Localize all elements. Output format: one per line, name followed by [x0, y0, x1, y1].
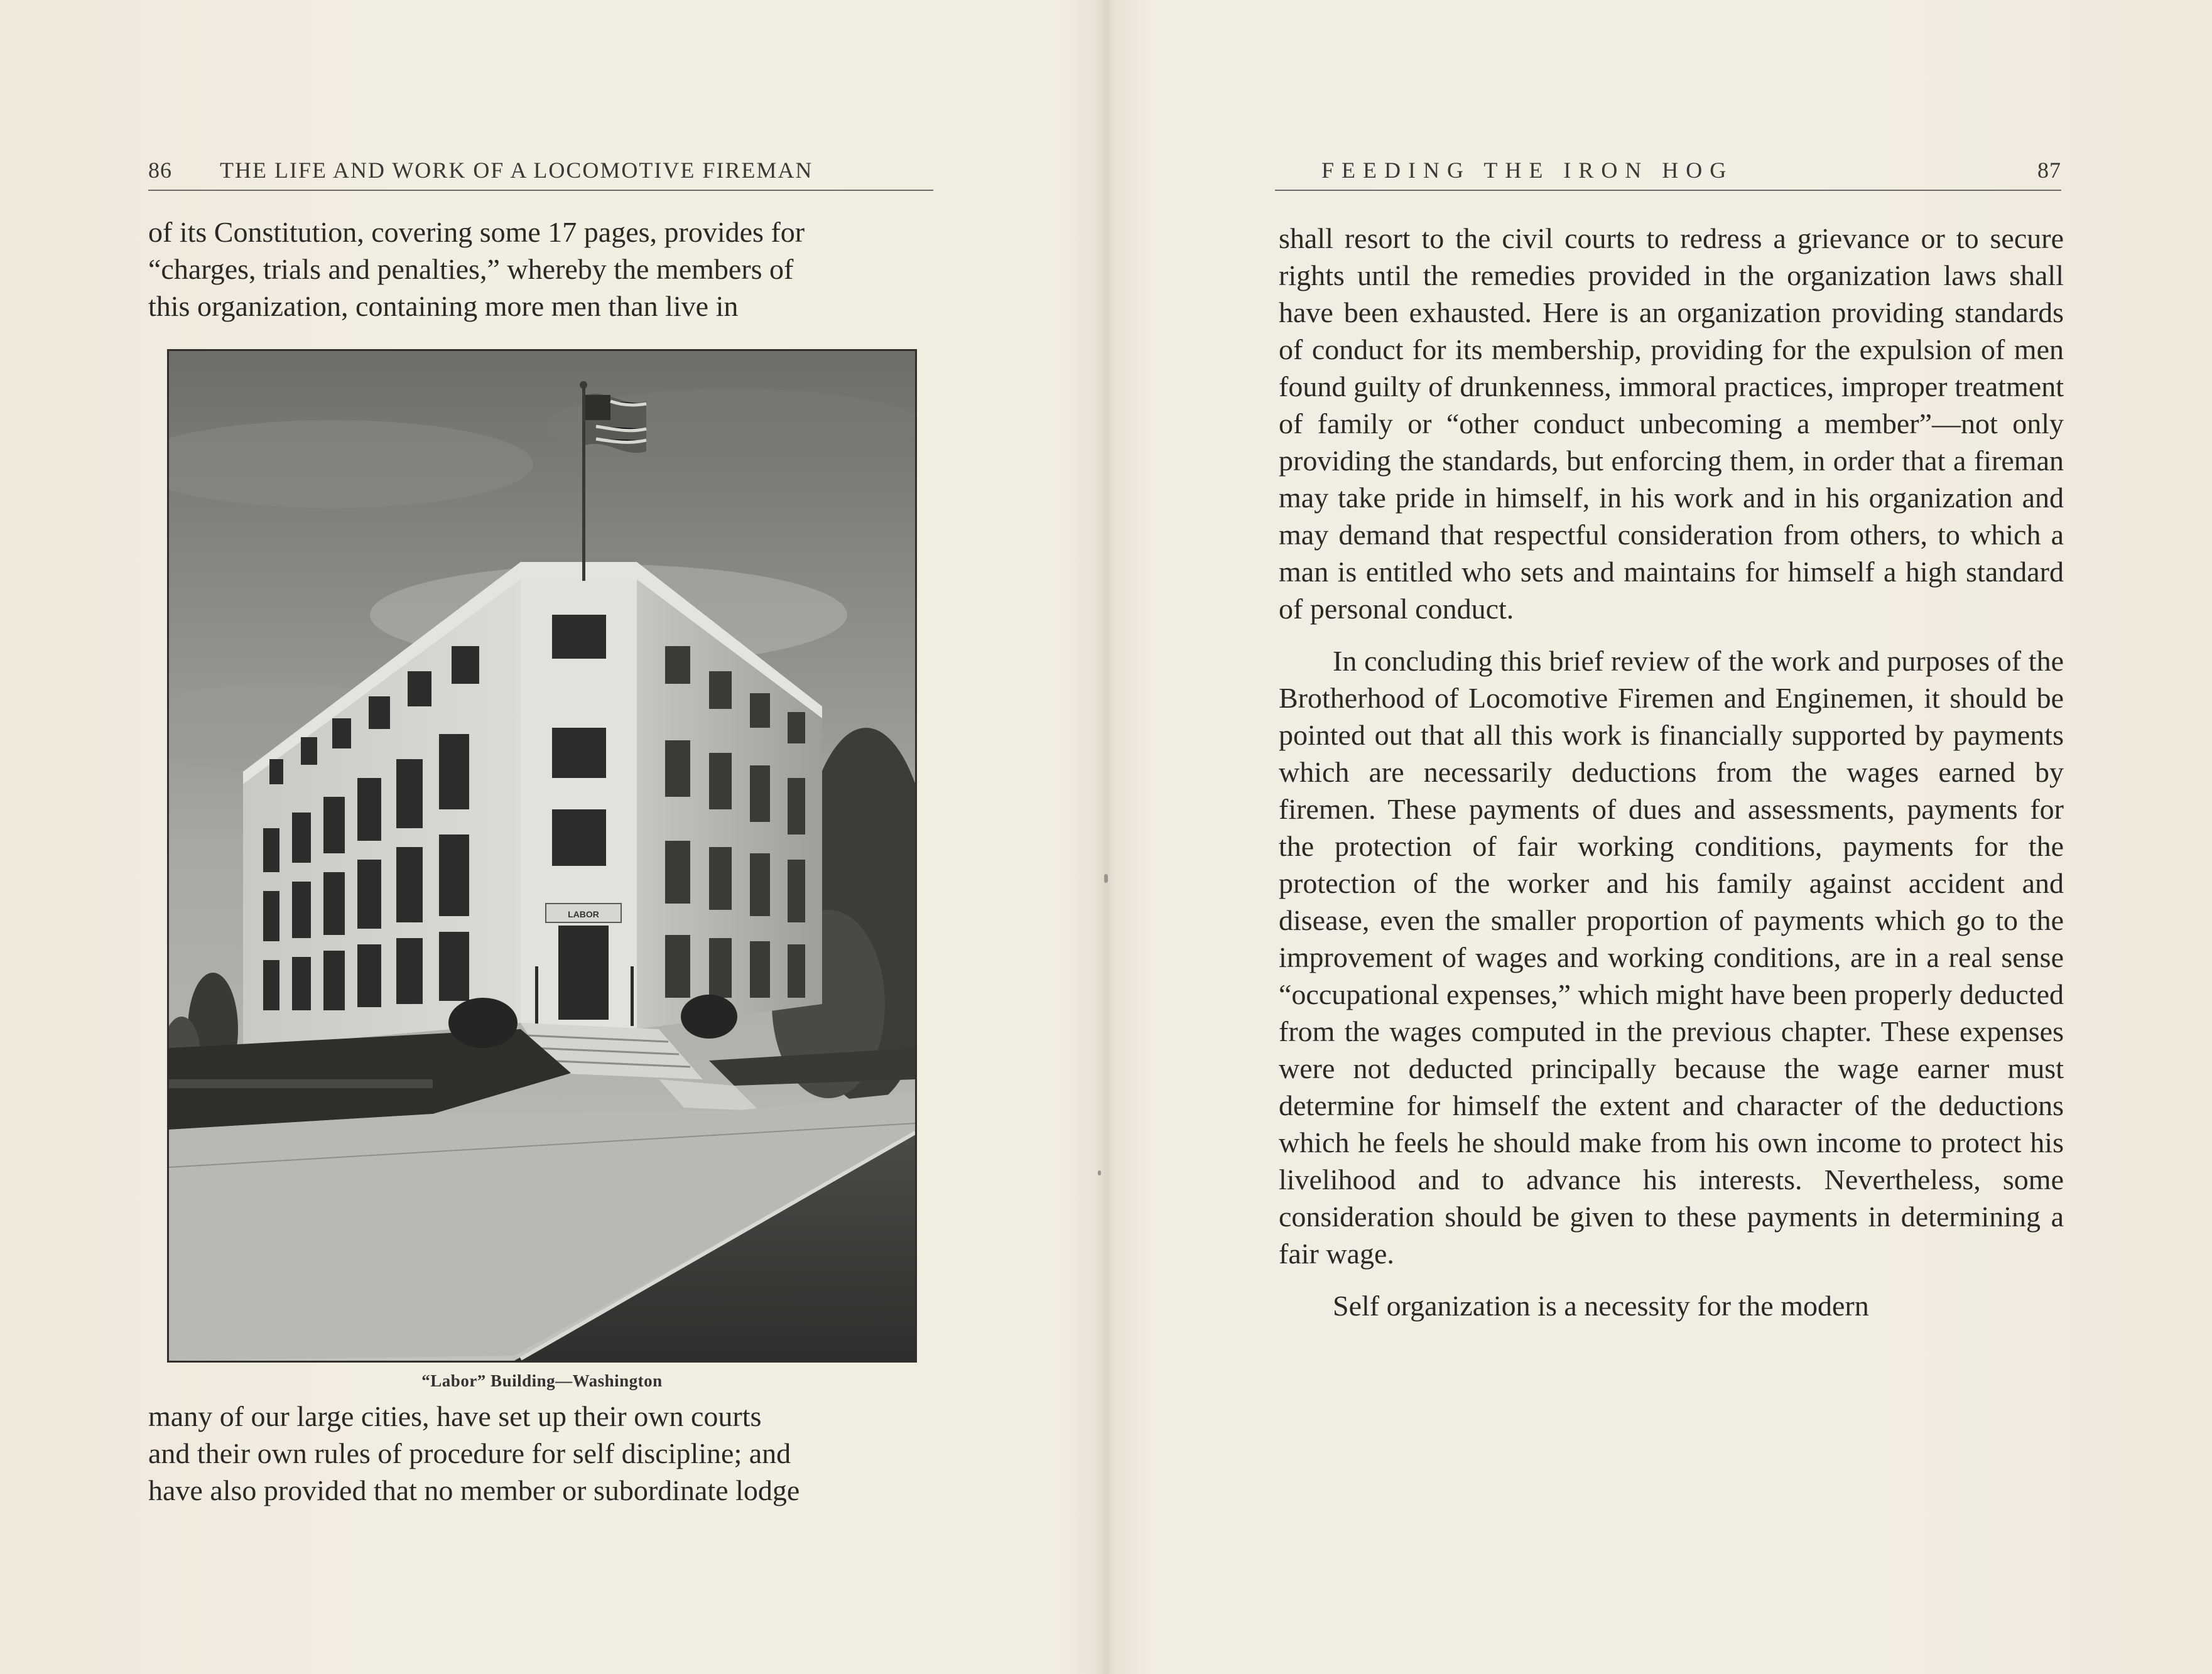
paragraph: In concluding this brief review of the work and purposes of the Brotherhood of Locomotive Firemen and Enginemen, it should be pointed out that all this work is financially supported by payments which are necessarily deductions from the wages earned by firemen. These payments of dues and assessments, payments for the protection of fair working conditions, payments for the protection of the worker and his family against accident and disease, even the smaller proportion of payments which go to the improvement of wages and working conditions, are in a real sense “occupational expenses,” which might have been properly deducted from the wages computed in the previous chapter. These expenses were not deducted principally because the wage earner must determine for himself the extent and character of the deductions which he feels he should make from his own income to protect his livelihood and to advance his interests. Nevertheless, some consideration should be given to these payments in determining a fair wage.	[1279, 645, 2064, 1270]
left-running-header	[148, 153, 933, 191]
text-line: of its Constitution, covering some 17 pages, provides for	[148, 216, 805, 248]
figure-caption: “Labor” Building—Washington	[421, 1371, 663, 1390]
text-line: “charges, trials and penalties,” whereby the members of	[148, 253, 794, 285]
left-text-bottom	[148, 1398, 933, 1509]
right-running-title: FEEDING THE IRON HOG	[1321, 158, 1734, 183]
left-page-number: 86	[148, 158, 172, 183]
text-line: many of our large cities, have set up their own courts	[148, 1400, 762, 1432]
paragraph: shall resort to the civil courts to redress a grievance or to secure rights until the remedies provided in the organization laws shall have been exhausted. Here is an organization providing standards of conduct for its membership, providing for the expulsion of men found guilty of drunkenness, immoral practices, improper treatment of family or “other conduct unbecoming a member”—not only providing the standards, but enforcing them, in order that a fireman may take pride in himself, in his work and in his organization and may demand that respectful consideration from others, to which a man is entitled who sets and maintains for himself a high standard of personal conduct.	[1279, 222, 2064, 625]
paragraph: Self organization is a necessity for the modern	[1333, 1290, 1869, 1322]
right-text-body	[1279, 220, 2064, 1324]
text-line: this organization, containing more men than live in	[148, 290, 739, 322]
text-line: have also provided that no member or subordinate lodge	[148, 1474, 800, 1506]
labor-building-photo	[167, 349, 917, 1363]
paper-mark	[1104, 874, 1108, 883]
left-text-top	[148, 213, 933, 325]
building-sign: LABOR	[568, 909, 599, 919]
left-page	[0, 0, 1098, 1674]
header-rule	[148, 190, 933, 191]
right-page	[1114, 0, 2212, 1674]
text-line: and their own rules of procedure for self discipline; and	[148, 1437, 791, 1469]
paper-mark	[1098, 1170, 1101, 1175]
right-running-header	[1275, 153, 2061, 191]
book-gutter	[1098, 0, 1114, 1674]
header-rule	[1275, 190, 2061, 191]
right-page-number: 87	[2037, 158, 2061, 183]
left-running-title: THE LIFE AND WORK OF A LOCOMOTIVE FIREMAN	[220, 158, 813, 183]
